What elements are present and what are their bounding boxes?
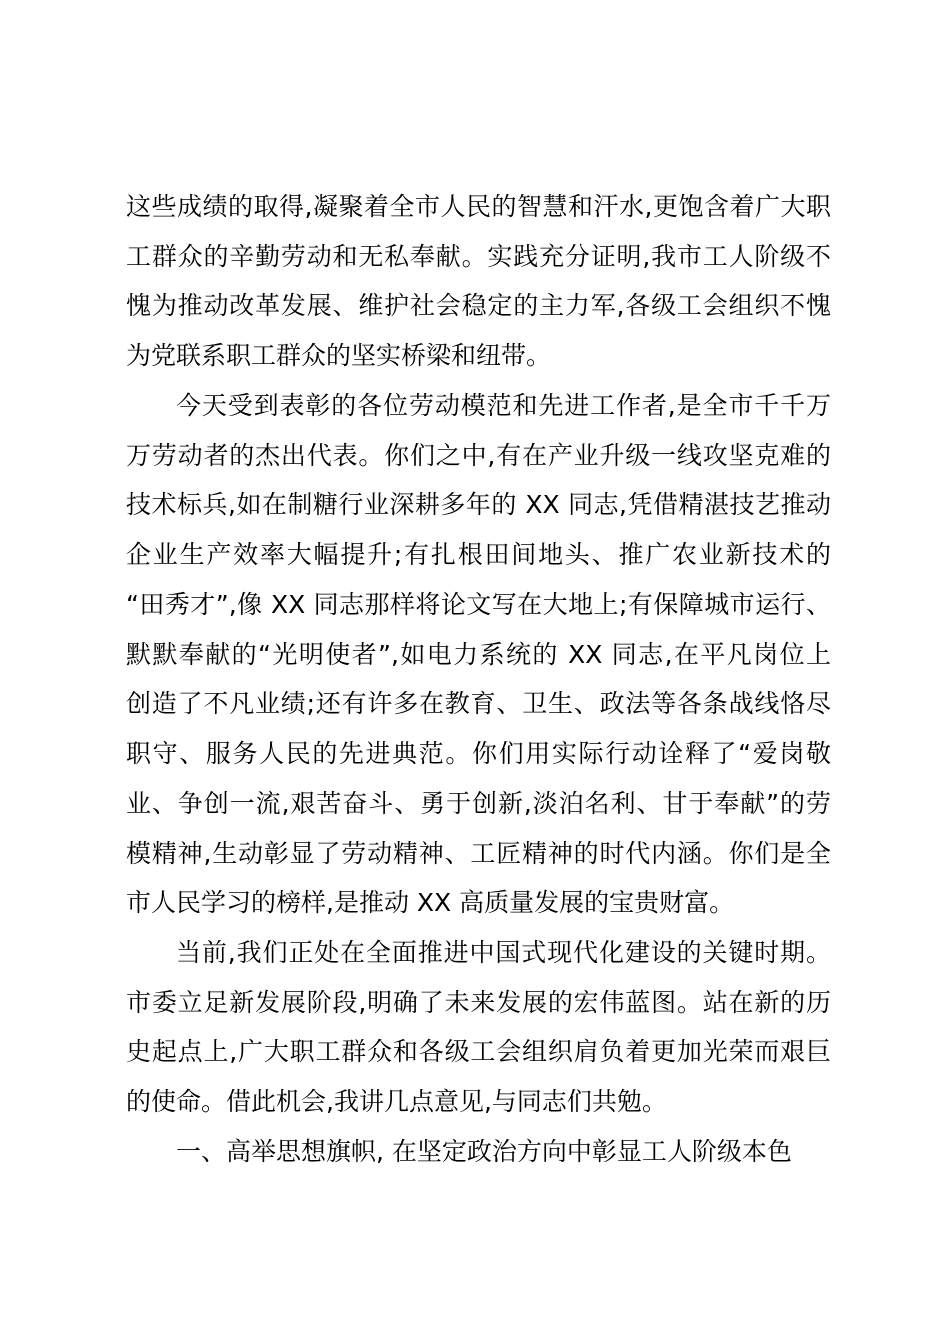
body-line: 市人民学习的榜样,是推动 XX 高质量发展的宝贵财富。 [126, 888, 735, 918]
body-line: 职守、服务人民的先进典范。你们用实际行动诠释了“爱岗敬 [126, 739, 831, 769]
paragraph-2 [126, 381, 831, 928]
body-line: 工群众的辛勤劳动和无私奉献。实践充分证明,我市工人阶级不 [126, 241, 831, 271]
body-line: “田秀才”,像 XX 同志那样将论文写在大地上;有保障城市运行、 [126, 589, 831, 619]
body-line: 万劳动者的杰出代表。你们之中,有在产业升级一线攻坚克难的 [126, 440, 831, 470]
body-line: 默默奉献的“光明使者”,如电力系统的 XX 同志,在平凡岗位上 [126, 639, 831, 669]
body-line: 为党联系职工群众的坚实桥梁和纽带。 [126, 341, 552, 371]
body-line: 这些成绩的取得,凝聚着全市人民的智慧和汗水,更饱含着广大职 [126, 192, 831, 221]
body-line: 史起点上,广大职工群众和各级工会组织肩负着更加光荣而艰巨 [126, 1037, 831, 1067]
body-line: 创造了不凡业绩;还有许多在教育、卫生、政法等各条战线恪尽 [126, 689, 831, 719]
body-line: 市委立足新发展阶段,明确了未来发展的宏伟蓝图。站在新的历 [126, 987, 831, 1017]
body-line: 愧为推动改革发展、维护社会稳定的主力军,各级工会组织不愧 [126, 291, 831, 321]
paragraph-1 [126, 182, 831, 381]
section-heading: 一、高举思想旗帜, 在坚定政治方向中彰显工人阶级本色 [176, 1136, 792, 1166]
body-line: 模精神,生动彰显了劳动精神、工匠精神的时代内涵。你们是全 [126, 838, 831, 868]
body-line: 今天受到表彰的各位劳动模范和先进工作者,是全市千千万 [176, 390, 831, 420]
body-line: 的使命。借此机会,我讲几点意见,与同志们共勉。 [126, 1087, 667, 1117]
document-body [126, 182, 831, 1177]
body-line: 业、争创一流,艰苦奋斗、勇于创新,淡泊名利、甘于奉献”的劳 [126, 788, 831, 818]
body-line: 当前,我们正处在全面推进中国式现代化建设的关键时期。 [176, 938, 831, 968]
paragraph-3 [126, 928, 831, 1127]
body-line: 技术标兵,如在制糖行业深耕多年的 XX 同志,凭借精湛技艺推动 [126, 490, 831, 520]
body-line: 企业生产效率大幅提升;有扎根田间地头、推广农业新技术的 [126, 540, 831, 570]
